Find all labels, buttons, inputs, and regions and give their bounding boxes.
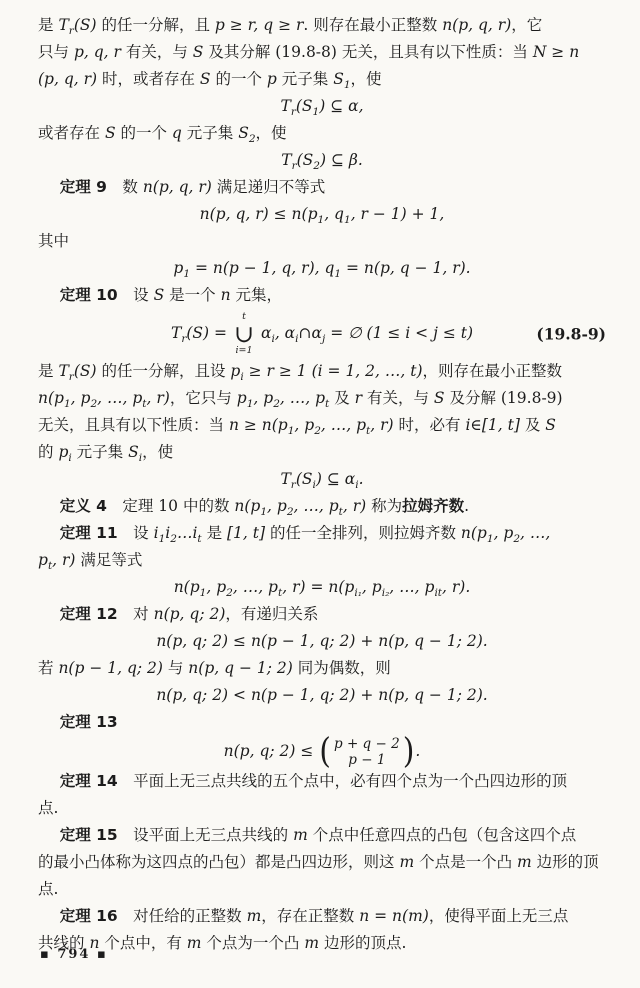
- text-run: 称为: [366, 497, 403, 515]
- math-run: p ≥ r, q ≥ r: [214, 16, 304, 34]
- text-run: 元子集: [276, 70, 334, 88]
- text-run: 的任一分解，且设: [96, 362, 231, 380]
- math-run: p: [266, 70, 277, 88]
- text-line: [38, 174, 606, 201]
- text-line: [38, 282, 606, 309]
- text-run: 时，或者存在: [97, 70, 200, 88]
- page-number: ▪ 794 ▪: [40, 947, 108, 962]
- math-run: m: [293, 826, 308, 845]
- math-run: S: [433, 389, 445, 407]
- union-lower-limit: i=1: [235, 344, 253, 356]
- text-line: [38, 849, 606, 876]
- text-run: 个点中，有: [99, 934, 187, 953]
- text-line: [38, 66, 606, 93]
- math-run: S: [153, 286, 165, 304]
- text-line: [38, 39, 606, 66]
- math-run: m: [399, 853, 415, 872]
- math-run: S: [199, 70, 211, 88]
- math-run: S: [104, 124, 116, 142]
- text-run: 数: [106, 178, 143, 196]
- text-line: [38, 822, 606, 849]
- formula-line: [38, 731, 606, 772]
- text-line: [38, 903, 606, 930]
- text-run: ，存在正整数: [261, 907, 360, 926]
- math-run: (p, q, r): [38, 70, 98, 88]
- text-run: 边形的顶: [531, 853, 599, 872]
- text-run: 设: [117, 524, 154, 542]
- formula-line: [38, 574, 606, 601]
- math-run: $p_i$: [58, 443, 72, 465]
- math-run: $S_1$: [333, 70, 351, 92]
- binomial-coefficient: [319, 731, 415, 772]
- union-operator: [234, 312, 254, 355]
- text-run: . 则存在最小正整数: [303, 16, 443, 34]
- bold-run: 定理 16: [59, 907, 118, 926]
- math-run: n(p, q; 2): [153, 605, 226, 623]
- bold-run: 定理 10: [59, 286, 118, 304]
- math-run: n(p, q; 2) ≤: [223, 742, 319, 761]
- math-run: $p_1$, $p_2$, …, $p_t$: [236, 389, 330, 411]
- math-run: $p_1 = n(p - 1$, q, r), $q_1 = n(p$, q − 1, r).: [173, 259, 471, 281]
- text-run: 共线的: [38, 934, 90, 953]
- text-run: 元子集: [71, 443, 129, 461]
- text-run: ，它: [511, 16, 543, 34]
- text-run: 点.: [38, 799, 59, 818]
- text-line: [38, 520, 606, 547]
- text-run: 的任一分解，且: [96, 16, 215, 34]
- text-run: 的: [38, 443, 59, 461]
- math-run: n = n(m): [359, 907, 429, 926]
- text-run: ，有递归关系: [225, 605, 319, 623]
- text-run: 个点是一个凸: [414, 853, 517, 872]
- binom-top: p + q − 2: [334, 736, 400, 752]
- text-run: 个点中任意四点的凸包（包含这四个点: [307, 826, 577, 845]
- text-line: [38, 228, 606, 255]
- text-run: 及分解 (19.8-9): [444, 389, 563, 407]
- text-line: [38, 412, 606, 439]
- math-run: n: [89, 934, 100, 953]
- text-run: ，使: [350, 70, 382, 88]
- formula-line: [38, 201, 606, 228]
- math-run: n(p, q; 2) < n(p − 1, q; 2) + n(p, q − 1; 2).: [156, 686, 488, 704]
- text-run: 若: [38, 659, 59, 677]
- math-run: m: [186, 934, 202, 953]
- math-run: n(p, q, r): [442, 16, 512, 34]
- math-run: $\alpha_i$, $\alpha_i\cap\alpha_j$ = ∅ (1 ≤ i < j ≤ t): [256, 323, 474, 345]
- text-run: 点.: [38, 880, 59, 899]
- text-line: [38, 795, 606, 822]
- formula-line: [38, 93, 606, 120]
- union-upper-limit: t: [242, 311, 246, 322]
- math-run: q: [171, 124, 182, 142]
- math-run: $n(p_1$, $p_2$, …, $p_t$, r): [38, 389, 170, 411]
- text-run: 满足等式: [75, 551, 143, 569]
- union-symbol: ∪: [233, 319, 255, 348]
- text-run: 的任一全排列，则拉姆齐数: [265, 524, 461, 542]
- math-run: $T_r(S)$ =: [170, 323, 232, 345]
- text-run: 元子集: [181, 124, 239, 142]
- text-line: [38, 493, 606, 520]
- text-run: 同为偶数，则: [292, 659, 391, 677]
- math-run: $S_2$: [238, 124, 256, 146]
- bold-run: 定理 14: [59, 772, 118, 791]
- text-run: 无关，且具有以下性质：当: [38, 416, 229, 434]
- text-run: 只与: [38, 43, 74, 61]
- bold-run: 定义 4: [59, 497, 107, 515]
- math-run: .: [415, 742, 421, 761]
- math-run: $i_1i_2\dots i_t$: [153, 524, 202, 546]
- math-run: $T_r(S)$: [58, 16, 97, 38]
- math-run: $p_t$, r): [38, 551, 76, 573]
- text-run: 个点为一个凸: [201, 934, 305, 953]
- text-run: 时，必有: [393, 416, 466, 434]
- formula-line: [38, 682, 606, 709]
- text-run: 的一个: [210, 70, 267, 88]
- text-run: 及其分解 (19.8-8) 无关，且具有以下性质：当: [203, 43, 533, 61]
- text-line: [38, 655, 606, 682]
- text-run: .: [464, 497, 470, 515]
- binom-bottom: p − 1: [348, 752, 386, 769]
- math-run: S: [545, 416, 556, 434]
- right-paren: ): [402, 731, 415, 772]
- text-run: 设: [117, 286, 154, 304]
- text-line: [38, 547, 606, 574]
- text-line: [38, 439, 606, 466]
- math-run: N ≥ n: [532, 43, 580, 61]
- text-run: 是: [38, 362, 59, 380]
- math-run: $n(p_1$, $p_2$, …, $p_t$, r): [234, 497, 367, 519]
- text-run: 定理 10 中的数: [106, 497, 235, 515]
- bold-run: 定理 12: [59, 605, 118, 623]
- formula-line: [38, 255, 606, 282]
- text-run: 边形的顶点.: [319, 934, 407, 953]
- text-run: 设平面上无三点共线的: [117, 826, 294, 845]
- text-run: 或者存在: [38, 124, 105, 142]
- text-run: ，使: [142, 443, 174, 461]
- math-run: i∈[1, t]: [465, 416, 520, 434]
- bold-run: 定理 13: [59, 713, 118, 731]
- text-run: 有关，与: [120, 43, 193, 61]
- text-run: ，则存在最小正整数: [422, 362, 563, 380]
- text-run: 是: [201, 524, 227, 542]
- math-run: $n(p_1$, $p_2$, …,: [460, 524, 551, 546]
- equation-number: (19.8-9): [536, 324, 606, 343]
- math-run: $T_r(S_2)$ ⊆ β.: [281, 151, 363, 173]
- text-run: 的最小凸体称为这四点的凸包）都是凸四边形，则这: [38, 853, 400, 872]
- text-run: 是一个: [164, 286, 221, 304]
- text-line: [38, 12, 606, 39]
- text-line: [38, 120, 606, 147]
- formula-line: [38, 466, 606, 493]
- math-run: m: [246, 907, 262, 926]
- bold-run: 定理 11: [59, 524, 118, 542]
- text-run: ，使: [255, 124, 287, 142]
- math-run: m: [304, 934, 320, 953]
- text-run: ，它只与: [169, 389, 237, 407]
- math-run: $p_i \ge r \ge 1$ (i = 1, 2, …, t): [230, 362, 423, 384]
- math-run: [1, t]: [227, 524, 266, 542]
- text-line: [38, 601, 606, 628]
- math-run: n(p − 1, q; 2): [58, 659, 163, 677]
- formula-line: [38, 309, 606, 358]
- math-run: $S_i$: [128, 443, 143, 465]
- math-run: $T_r(S)$: [58, 362, 97, 384]
- text-run: 有关，与: [362, 389, 434, 407]
- text-run: 对: [117, 605, 154, 623]
- math-run: S: [192, 43, 204, 61]
- math-run: n(p, q − 1; 2): [188, 659, 293, 677]
- text-run: 满足递归不等式: [211, 178, 326, 196]
- bold-run: 定理 9: [59, 178, 107, 196]
- math-run: n(p, q; 2) ≤ n(p − 1, q; 2) + n(p, q − 1; 2).: [156, 632, 488, 650]
- text-line: [38, 930, 606, 957]
- text-run: 及: [519, 416, 546, 434]
- math-run: n(p, q, $r) \le n(p_1$, $q_1$, r − 1) + 1,: [199, 205, 445, 227]
- text-line: [38, 768, 606, 795]
- math-run: $n \ge n(p_1$, $p_2$, …, $p_t$, r): [228, 416, 394, 438]
- text-line: [38, 876, 606, 903]
- math-run: n(p, q, r): [142, 178, 212, 196]
- math-run: $n(p_1$, $p_2$, …, $p_t$, $r) = n(p_{i_1}$, $p_{i_2}$, …, $p_{it}$, r).: [173, 578, 471, 600]
- bold-run: 拉姆齐数: [402, 497, 465, 515]
- text-run: 元集，: [230, 286, 282, 304]
- math-run: p, q, r: [73, 43, 121, 61]
- text-run: 及: [329, 389, 355, 407]
- text-run: 平面上无三点共线的五个点中，必有四个点为一个凸四边形的顶: [117, 772, 568, 791]
- formula-line: [38, 147, 606, 174]
- text-run: 其中: [38, 232, 70, 250]
- text-run: 的一个: [115, 124, 172, 142]
- text-run: ，使得平面上无三点: [428, 907, 569, 926]
- math-run: r: [354, 389, 363, 407]
- bold-run: 定理 15: [59, 826, 118, 845]
- left-paren: (: [319, 731, 332, 772]
- text-run: 与: [162, 659, 189, 677]
- text-line: [38, 385, 606, 412]
- text-run: 是: [38, 16, 59, 34]
- math-run: $T_r(S_i)$ ⊆ $\alpha_i$.: [280, 470, 364, 492]
- text-line: [38, 358, 606, 385]
- math-run: m: [517, 853, 532, 872]
- math-run: n: [220, 286, 231, 304]
- text-run: 对任给的正整数: [117, 907, 247, 926]
- formula-line: [38, 628, 606, 655]
- math-run: $T_r(S_1)$ ⊆ α,: [280, 97, 364, 119]
